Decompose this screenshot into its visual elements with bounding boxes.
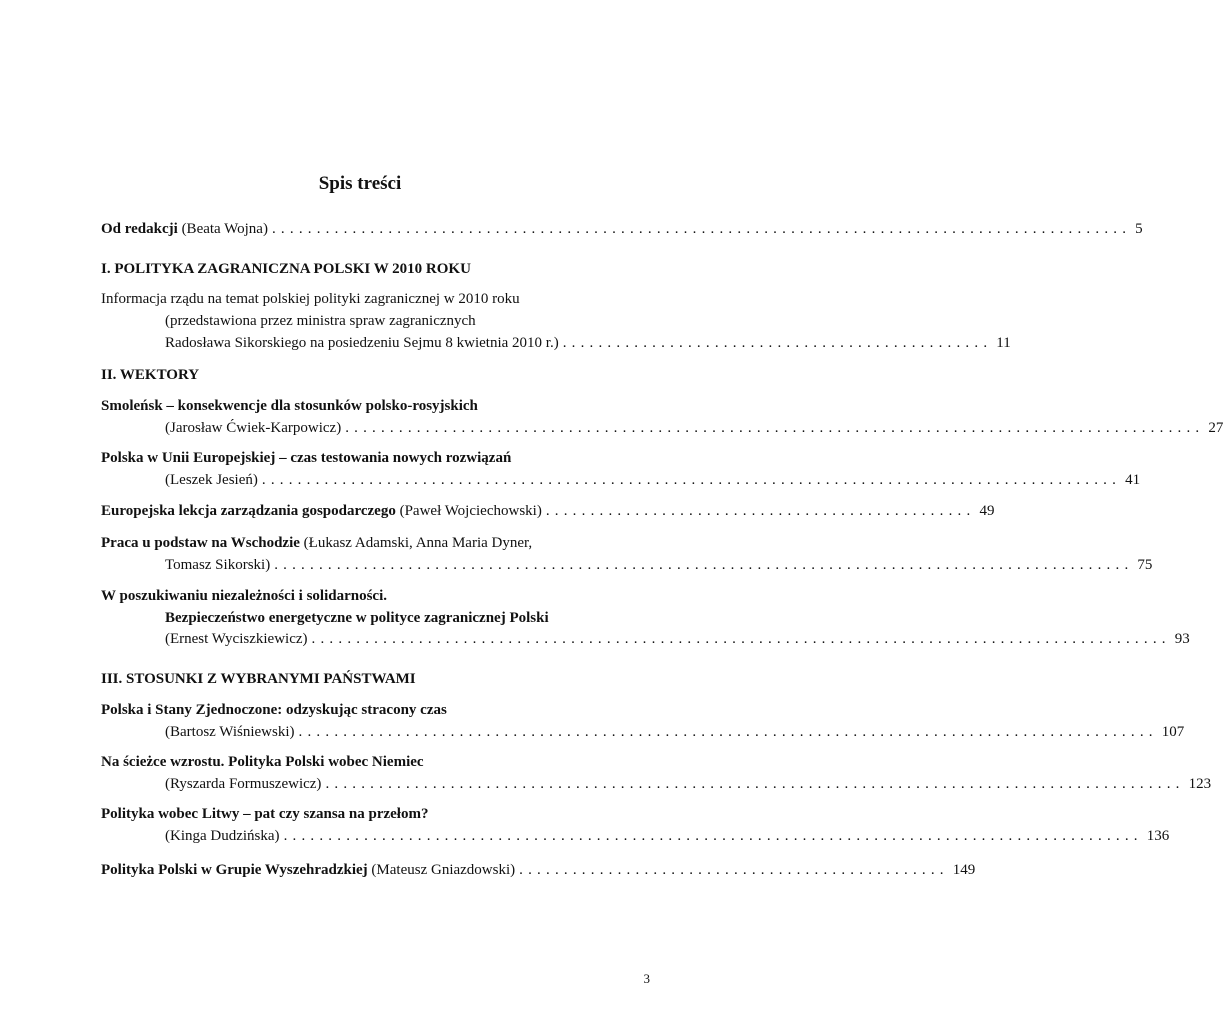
- entry-page: 93: [1174, 631, 1190, 647]
- section-heading-1: I. POLITYKA ZAGRANICZNA POLSKI W 2010 ROKU: [101, 261, 471, 277]
- toc-entry-smolensk[interactable]: [101, 396, 645, 416]
- entry-page: 107: [1161, 724, 1185, 740]
- entry-page: 49: [979, 503, 995, 519]
- entry-title-line2: Bezpieczeństwo energetyczne w polityce zagranicznej Polski: [165, 610, 549, 626]
- dot-leader: ................................................................................................: [283, 828, 1143, 844]
- entry-author: (Mateusz Gniazdowski): [371, 862, 516, 878]
- entry-page: 75: [1137, 557, 1153, 573]
- entry-author: (Jarosław Ćwiek-Karpowicz): [165, 420, 342, 436]
- entry-title: Polska i Stany Zjednoczone: odzyskując stracony czas: [101, 702, 447, 718]
- entry-title: Na ścieżce wzrostu. Polityka Polski wobec Niemiec: [101, 754, 424, 770]
- entry-title-line2: (przedstawiona przez ministra spraw zagranicznych: [165, 313, 476, 329]
- dot-leader: ................................................................................................: [298, 724, 1158, 740]
- entry-author: (Kinga Dudzińska): [165, 828, 280, 844]
- toc-entry-usa-author-line: [165, 722, 1185, 742]
- section-heading-2: II. WEKTORY: [101, 367, 200, 383]
- dot-leader: ................................................................................................: [271, 221, 1132, 237]
- entry-page: 41: [1125, 472, 1141, 488]
- dot-leader: ................................................................................................: [274, 557, 1134, 573]
- dot-leader: ................................................................................................: [325, 776, 1185, 792]
- toc-entry-niemcy-author-line: [165, 774, 1212, 794]
- entry-author: (Ryszarda Formuszewicz): [165, 776, 322, 792]
- entry-page: 5: [1135, 221, 1143, 237]
- entry-author-cont: Tomasz Sikorski): [165, 557, 271, 573]
- toc-entry-usa[interactable]: [101, 700, 645, 720]
- entry-title: Polityka Polski w Grupie Wyszehradzkiej: [101, 862, 368, 878]
- toc-entry-niezaleznosc[interactable]: [101, 586, 645, 606]
- dot-leader: ................................................: [519, 862, 949, 878]
- toc-entry-praca[interactable]: [101, 533, 645, 553]
- page-number: 3: [643, 971, 650, 986]
- toc-entry-niemcy[interactable]: [101, 752, 645, 772]
- entry-title: Praca u podstaw na Wschodzie: [101, 535, 300, 551]
- entry-title: Europejska lekcja zarządzania gospodarczego: [101, 503, 396, 519]
- entry-title: Polityka wobec Litwy – pat czy szansa na przełom?: [101, 806, 429, 822]
- toc-entry-litwa-author-line: [165, 826, 1170, 846]
- toc-entry-unia[interactable]: [101, 448, 645, 468]
- entry-title: Od redakcji: [101, 221, 178, 237]
- entry-title-line1: Informacja rządu na temat polskiej polityki zagranicznej w 2010 roku: [101, 291, 520, 307]
- entry-author: (Łukasz Adamski, Anna Maria Dyner,: [303, 535, 533, 551]
- dot-leader: ................................................................................................: [311, 631, 1171, 647]
- dot-leader: ................................................................................................: [261, 472, 1122, 488]
- entry-author: (Ernest Wyciszkiewicz): [165, 631, 308, 647]
- page-title: Spis treści: [318, 173, 402, 194]
- entry-page: 11: [996, 335, 1011, 351]
- entry-author: (Beata Wojna): [181, 221, 268, 237]
- entry-page: 27: [1208, 420, 1223, 436]
- entry-author: (Leszek Jesień): [165, 472, 258, 488]
- entry-author: (Bartosz Wiśniewski): [165, 724, 295, 740]
- entry-title: Smoleńsk – konsekwencje dla stosunków polsko-rosyjskich: [101, 398, 478, 414]
- dot-leader: ................................................: [545, 503, 976, 519]
- toc-entry-niezaleznosc-line2: [165, 608, 645, 628]
- toc-entry-smolensk-author-line: [165, 418, 1223, 438]
- entry-title-line3: Radosława Sikorskiego na posiedzeniu Sejmu 8 kwietnia 2010 r.): [165, 335, 559, 351]
- entry-page: 123: [1188, 776, 1212, 792]
- entry-title-line1: W poszukiwaniu niezależności i solidarności.: [101, 588, 388, 604]
- entry-page: 149: [952, 862, 976, 878]
- toc-entry-informacja-line3: [165, 333, 1011, 353]
- toc-entry-lekcja[interactable]: [101, 501, 995, 521]
- toc-entry-litwa[interactable]: [101, 804, 645, 824]
- toc-entry-praca-author-line: [165, 555, 1153, 575]
- toc-entry-od-redakcji[interactable]: [101, 219, 1143, 239]
- entry-author: (Paweł Wojciechowski): [399, 503, 542, 519]
- dot-leader: ................................................: [562, 335, 993, 351]
- toc-entry-informacja-line2: [165, 311, 645, 331]
- entry-title: Polska w Unii Europejskiej – czas testowania nowych rozwiązań: [101, 450, 512, 466]
- section-heading-3: III. STOSUNKI Z WYBRANYMI PAŃSTWAMI: [101, 671, 416, 687]
- entry-page: 136: [1146, 828, 1170, 844]
- dot-leader: ................................................................................................: [345, 420, 1205, 436]
- toc-entry-niezaleznosc-author-line: [165, 629, 1190, 649]
- toc-entry-v4[interactable]: [101, 860, 976, 880]
- toc-entry-informacja[interactable]: [101, 289, 645, 309]
- toc-entry-unia-author-line: [165, 470, 1141, 490]
